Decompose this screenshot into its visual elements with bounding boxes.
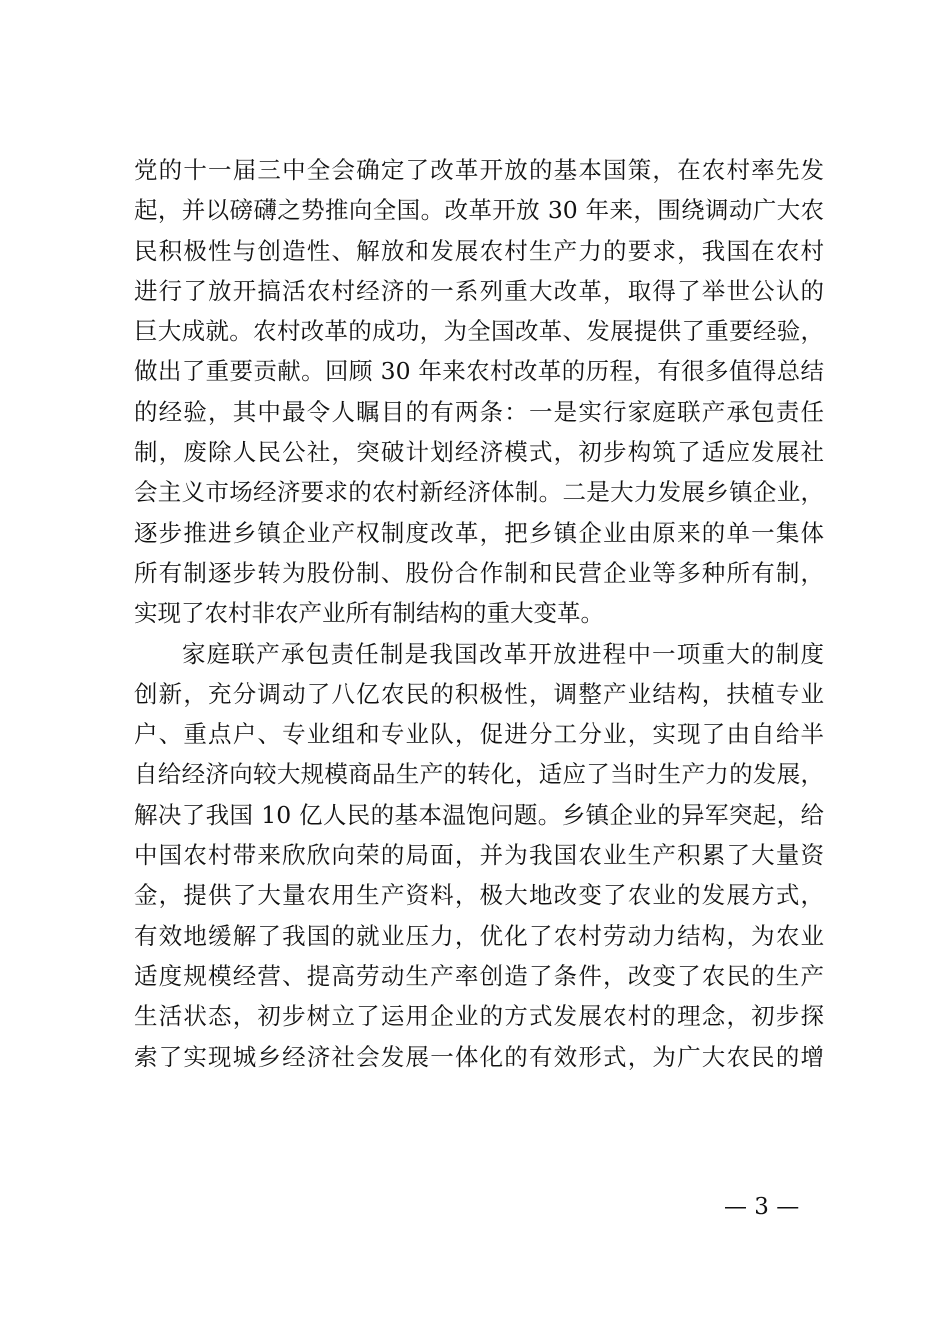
text-line: 的经验，其中最令人瞩目的有两条：一是实行家庭联产承包责任 bbox=[134, 397, 824, 426]
text-line: 解决了我国 10 亿人民的基本温饱问题。乡镇企业的异军突起，给 bbox=[134, 800, 824, 829]
text-line: 做出了重要贡献。回顾 30 年来农村改革的历程，有很多值得总结 bbox=[134, 357, 824, 386]
text-line: 党的十一届三中全会确定了改革开放的基本国策，在农村率先发 bbox=[134, 156, 824, 184]
text-line: 索了实现城乡经济社会发展一体化的有效形式，为广大农民的增 bbox=[134, 1042, 824, 1071]
paragraph-2 bbox=[134, 634, 824, 1077]
text-line: 创新，充分调动了八亿农民的积极性，调整产业结构，扶植专业 bbox=[134, 679, 824, 708]
text-line: 逐步推进乡镇企业产权制度改革，把乡镇企业由原来的单一集体 bbox=[134, 518, 824, 547]
text-line: 巨大成就。农村改革的成功，为全国改革、发展提供了重要经验， bbox=[134, 317, 824, 346]
text-line: 所有制逐步转为股份制、股份合作制和民营企业等多种所有制， bbox=[134, 558, 824, 587]
text-line: 适度规模经营、提高劳动生产率创造了条件，改变了农民的生产 bbox=[134, 961, 824, 990]
text-line: 会主义市场经济要求的农村新经济体制。二是大力发展乡镇企业， bbox=[134, 478, 824, 507]
body-text bbox=[134, 150, 824, 1077]
text-line: 起，并以磅礴之势推向全国。改革开放 30 年来，围绕调动广大农 bbox=[134, 196, 824, 225]
text-line: 生活状态，初步树立了运用企业的方式发展农村的理念，初步探 bbox=[134, 1002, 824, 1031]
paragraph-1 bbox=[134, 150, 824, 634]
text-line: 制，废除人民公社，突破计划经济模式，初步构筑了适应发展社 bbox=[134, 438, 824, 467]
text-line: 金，提供了大量农用生产资料，极大地改变了农业的发展方式， bbox=[134, 881, 824, 910]
text-line: 有效地缓解了我国的就业压力，优化了农村劳动力结构，为农业 bbox=[134, 921, 824, 950]
text-line: 家庭联产承包责任制是我国改革开放进程中一项重大的制度 bbox=[182, 639, 824, 668]
text-line: 中国农村带来欣欣向荣的局面，并为我国农业生产积累了大量资 bbox=[134, 841, 824, 870]
text-line: 进行了放开搞活农村经济的一系列重大改革，取得了举世公认的 bbox=[134, 276, 824, 305]
text-line: 户、重点户、专业组和专业队，促进分工分业，实现了由自给半 bbox=[134, 720, 824, 749]
text-line: 实现了农村非农产业所有制结构的重大变革。 bbox=[134, 599, 604, 628]
text-line: 自给经济向较大规模商品生产的转化，适应了当时生产力的发展， bbox=[134, 760, 824, 789]
page-number: — 3 — bbox=[724, 1194, 800, 1220]
text-line: 民积极性与创造性、解放和发展农村生产力的要求，我国在农村 bbox=[134, 236, 824, 265]
